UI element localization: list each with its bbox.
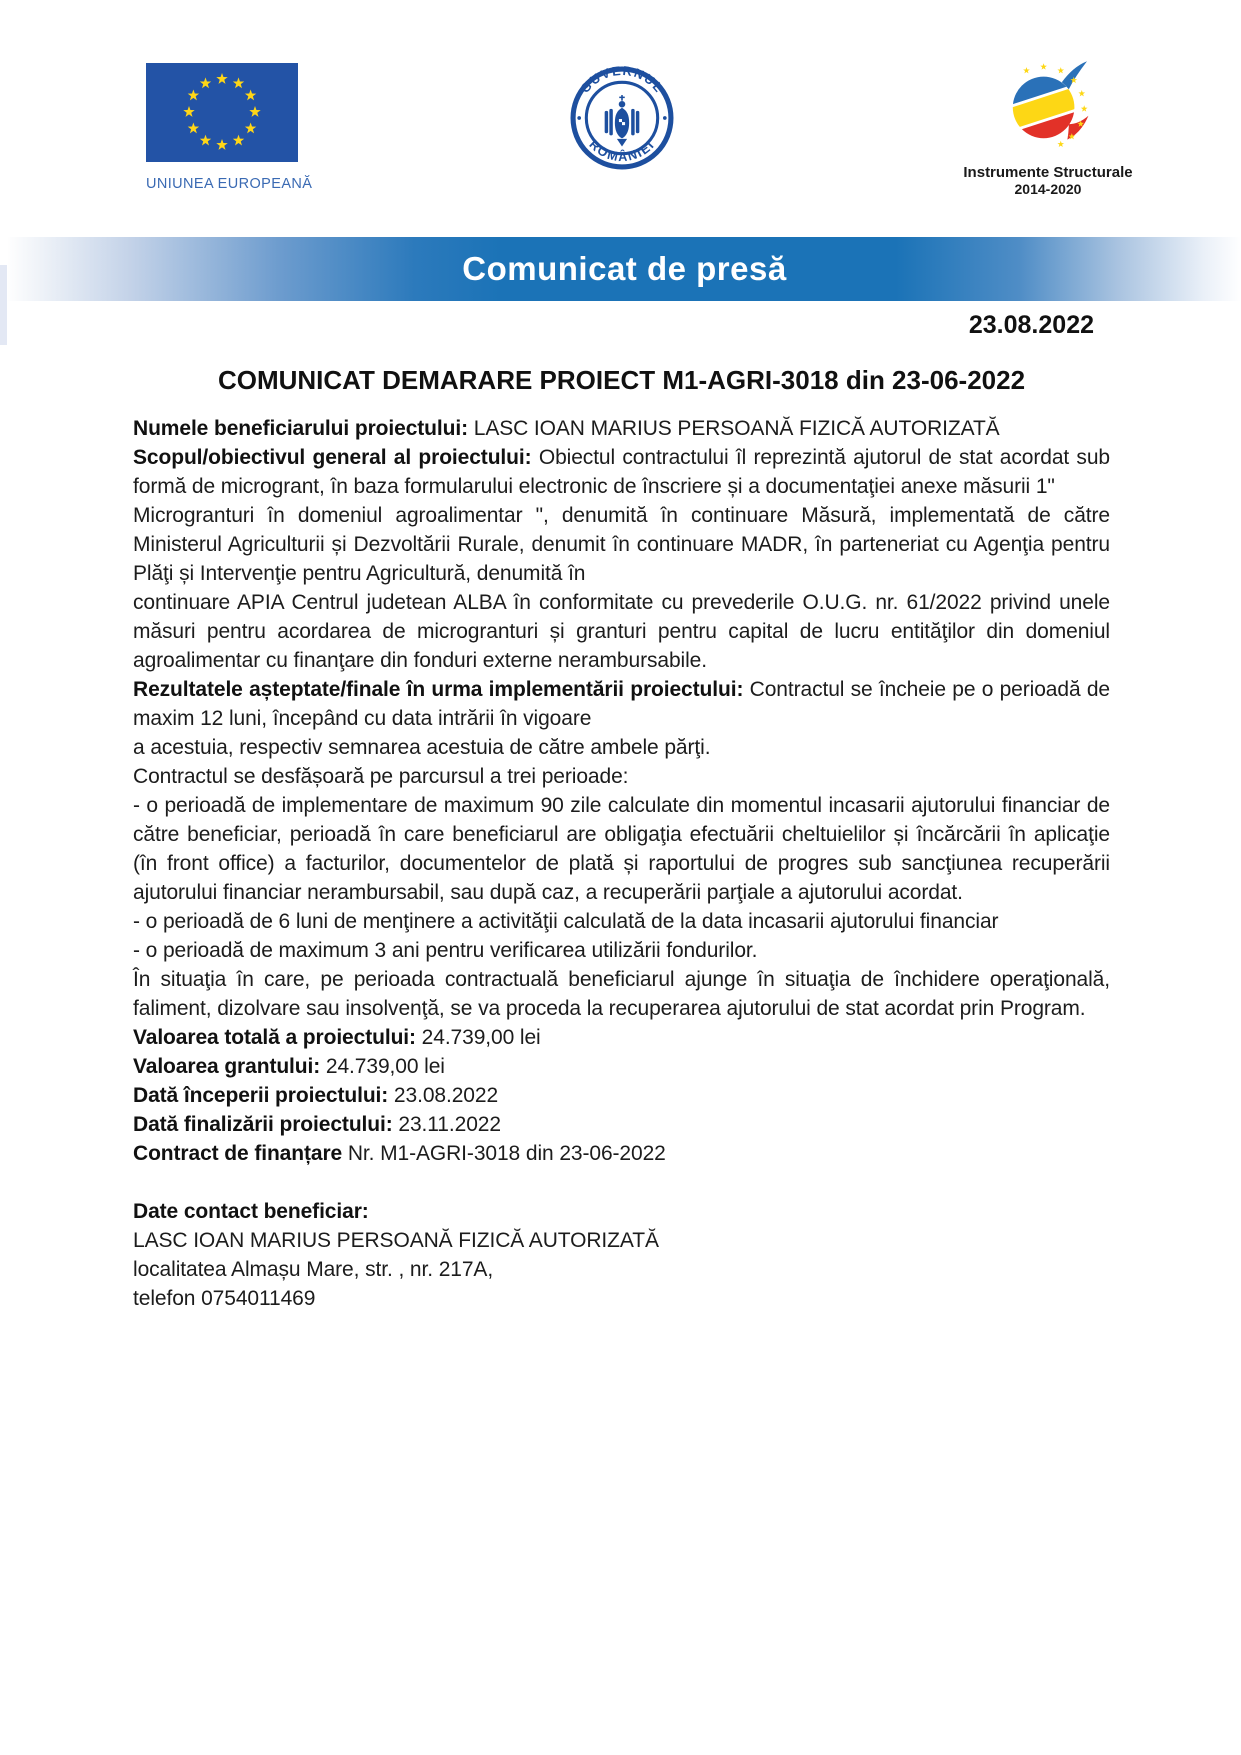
page-title: COMUNICAT DEMARARE PROIECT M1-AGRI-3018 din 23-06-2022 (217, 365, 1026, 395)
contract-signing-line: a acestuia, respectiv semnarea acestuia de către ambele părţi. (133, 736, 711, 759)
contact-section (133, 1197, 1110, 1313)
document-content (133, 305, 1110, 1313)
is-caption-line1: Instrumente Structurale (963, 164, 1133, 181)
banner-title: Comunicat de presă (462, 250, 787, 287)
eu-flag-icon (146, 63, 298, 162)
contact-name: LASC IOAN MARIUS PERSOANĂ FIZICĂ AUTORIZATĂ (133, 1229, 659, 1252)
document-date: 23.08.2022 (968, 311, 1094, 339)
contact-heading: Date contact beneficiar: (133, 1200, 369, 1223)
eu-logo-block (146, 63, 313, 192)
financing-contract: Contract de finanțare Nr. M1-AGRI-3018 din 23-06-2022 (133, 1142, 666, 1165)
contract-periods-intro: Contractul se desfășoară pe parcursul a trei perioade: (133, 765, 629, 788)
seal-text-bottom: ROMÂNIEI (586, 136, 658, 165)
project-end-date: Dată finalizării proiectului: 23.11.2022 (133, 1113, 501, 1136)
grant-value: Valoarea grantului: 24.739,00 lei (133, 1055, 445, 1078)
press-release-banner (8, 237, 1241, 301)
apia-legal-basis: continuare APIA Centrul judetean ALBA în conformitate cu prevederile O.U.G. nr. 61/2022 privind unele măsuri pentru acordarea de microgranturi și granturi pentru capital de lucru entităţilor din domeniul agroalimentar cu finanţare din fonduri externe nerambursabile. (133, 591, 1110, 672)
measure-description: Microgranturi în domeniul agroalimentar ", denumită în continuare Măsură, implementată de către Ministerul Agriculturii și Dezvoltării Rurale, denumit în continuare MADR, în parteneriat cu Agenţia pentru Plăţi și Intervenţie pentru Agricultură, denumită în (133, 504, 1110, 585)
recovery-clause: În situaţia în care, pe perioada contractuală beneficiarul ajunge în situaţia de închidere operaţională, faliment, dizolvare sau insolvenţă, se va proceda la recuperarea ajutorului de stat acordat prin Program. (133, 968, 1110, 1020)
left-edge-artifact (0, 265, 7, 345)
structural-instruments-logo-block (960, 50, 1136, 197)
structural-instruments-icon (1003, 50, 1094, 155)
romanian-government-seal-icon (570, 66, 674, 170)
seal-text-top: GUVERNUL (577, 66, 668, 96)
eagle-emblem-icon (605, 95, 640, 146)
total-value: Valoarea totală a proiectului: 24.739,00 lei (133, 1026, 541, 1049)
contact-phone: telefon 0754011469 (133, 1287, 316, 1310)
is-caption-line2: 2014-2020 (1014, 181, 1082, 197)
verification-period-item: - o perioadă de maximum 3 ani pentru verificarea utilizării fondurilor. (133, 939, 758, 962)
implementation-period-item: - o perioadă de implementare de maximum 90 zile calculate din momentul incasarii ajutorului financiar de către beneficiar, perioadă în care beneficiarul are obligaţia efectuării cheltuielilor și încărcării în aplicaţie (în front office) a facturilor, documentelor de plată și raportului de progres sub sancţiunea recuperării ajutorului financiar nerambursabil, sau după caz, a recuperării parţiale a ajutorului acordat. (133, 794, 1110, 904)
eu-caption: UNIUNEA EUROPEANĂ (146, 176, 313, 192)
document-body (133, 414, 1110, 1313)
beneficiary-name: Numele beneficiarului proiectului: LASC IOAN MARIUS PERSOANĂ FIZICĂ AUTORIZATĂ (133, 417, 1000, 440)
government-logo-block (570, 66, 674, 170)
maintenance-period-item: - o perioadă de 6 luni de menţinere a activităţii calculată de la data incasarii ajutorului financiar (133, 910, 999, 933)
contact-address: localitatea Almașu Mare, str. , nr. 217A, (133, 1258, 494, 1281)
expected-results: Rezultatele așteptate/finale în urma implementării proiectului: Contractul se încheie pe o perioadă de maxim 12 luni, începând cu data intrării în vigoare (133, 678, 1110, 730)
project-objective: Scopul/obiectivul general al proiectului: Obiectul contractului îl reprezintă ajutorul de stat acordat sub formă de microgrant, în baza formularului electronic de înscriere și a documentaţiei anexe măsurii 1" (133, 446, 1110, 498)
project-start-date: Dată începerii proiectului: 23.08.2022 (133, 1084, 499, 1107)
